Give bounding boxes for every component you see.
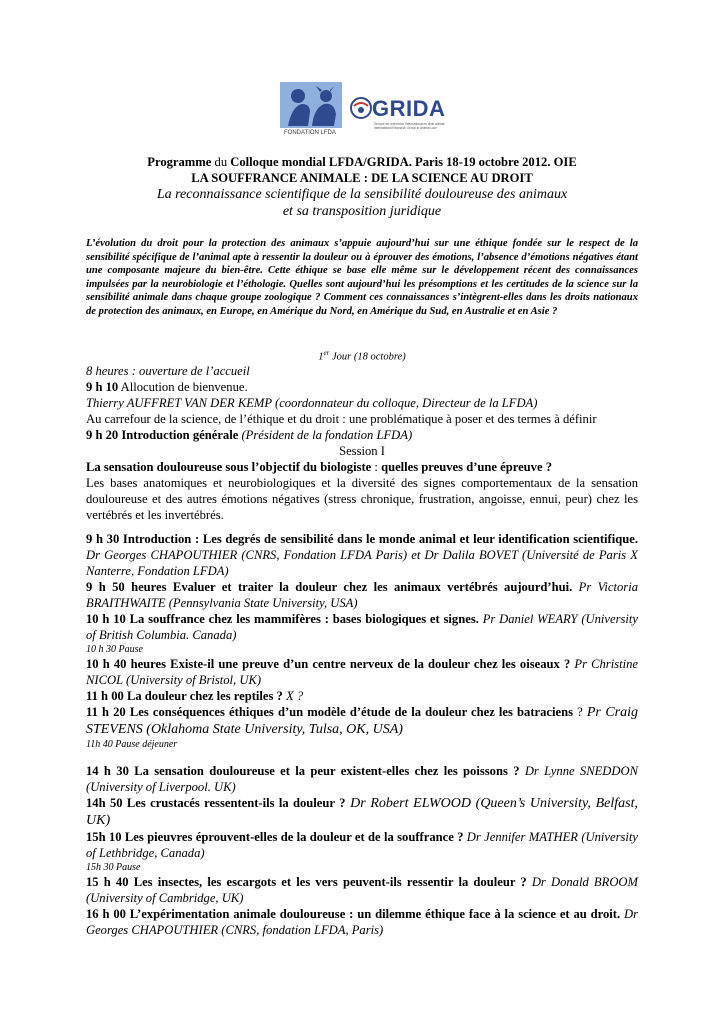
pause-1: 10 h 30 Pause: [86, 644, 143, 655]
talk-11-speaker: Dr Georges CHAPOUTHIER (CNRS, fondation LFDA, Paris): [86, 907, 638, 937]
pause-2: 15h 30 Pause: [86, 862, 141, 873]
talk-10-speaker: Dr Donald BROOM (University of Cambridge, UK): [86, 875, 638, 905]
header-line-2: [86, 170, 638, 186]
grida-subtitle: Groupe de recherche International en droit animal · International Research Group in Animal Law: [374, 122, 447, 130]
session-title-sep: :: [371, 460, 382, 474]
talk-5-speaker: X ?: [282, 689, 304, 703]
day-number: 1: [318, 351, 324, 363]
talk-9-title: 15h 10 Les pieuvres éprouvent-elles de la douleur et de la souffrance ?: [86, 830, 464, 844]
day-text: Jour (18 octobre): [329, 351, 406, 363]
talk-10: [86, 874, 638, 906]
talk-2-title: 9 h 50 heures Evaluer et traiter la douleur chez les animaux vertébrés aujourd’hui.: [86, 580, 573, 594]
session-description: Les bases anatomiques et neurobiologiques et la diversité des signes comportementaux de la sensation douloureuse et des autres émotions négatives (stress chronique, frustration, angoisse, ennui, peur) chez les vertébrés et les invertébrés.: [86, 476, 638, 522]
header-title: LA SOUFFRANCE ANIMALE : DE LA SCIENCE AU DROIT: [191, 171, 533, 185]
grida-name: GRIDA: [372, 96, 446, 121]
talk-10-title: 15 h 40 Les insectes, les escargots et les vers peuvent-ils ressentir la douleur ?: [86, 875, 527, 889]
session-heading: Session I: [339, 444, 385, 458]
abstract-paragraph: L’évolution du droit pour la protection des animaux s’appuie aujourd’hui sur une éthique fondée sur le respect de la sensibilité spécifique de l’animal apte à ressentir la douleur ou à éprouver des émotions, l’absence d’émotions négatives étant une composante majeure du bien-être. Cette éthique se base elle même sur le développement récent des connaissances impulsées par la neurobiologie et l’éthologie. Quelles sont aujourd’hui les présomptions et les certitudes de la science sur la sensibilité animale dans chaque groupe zoologique ? Comment ces connaissances s’intègrent-elles dans les droits nationaux de protection des animaux, en Europe, en Amérique du Nord, en Amérique du Sud, en Australie et en Asie ?: [86, 238, 638, 317]
morning-talks: [86, 531, 638, 751]
talk-4: [86, 656, 638, 688]
welcome-subtitle: Au carrefour de la science, de l’éthique et du droit : une problématique à poser et des termes à définir: [86, 412, 597, 426]
intro-speaker: (Président de la fondation LFDA): [238, 428, 413, 442]
opening-line: [86, 363, 638, 379]
talk-6: [86, 704, 638, 738]
header-line-1: [86, 154, 638, 170]
header-subtitle-2: et sa transposition juridique: [282, 204, 442, 219]
logo-group: [280, 82, 450, 144]
header-line-1-c: Colloque mondial LFDA/GRIDA. Paris 18-19 octobre 2012. OIE: [230, 155, 577, 169]
talk-7: [86, 763, 638, 795]
grida-logo: [350, 96, 450, 140]
session-title-line: [86, 459, 638, 475]
talk-6-q: ?: [573, 705, 587, 719]
lfda-caption: FONDATION LFDA: [284, 130, 336, 136]
intro-title: 9 h 20 Introduction générale: [86, 428, 239, 442]
opening-text: 8 heures : ouverture de l’accueil: [86, 364, 250, 378]
talk-7-speaker: Dr Lynne SNEDDON (University of Liverpool. UK): [86, 764, 638, 794]
welcome-text: Allocution de bienvenue.: [118, 380, 248, 394]
welcome-time: 9 h 10: [86, 380, 119, 394]
talk-9: [86, 829, 638, 861]
talk-11-title: 16 h 00 L’expérimentation animale douloureuse : un dilemme éthique face à la science et au droit.: [86, 907, 621, 921]
lfda-logo: [280, 82, 342, 144]
grida-globe-icon: [350, 94, 372, 122]
day-suffix: er: [323, 349, 330, 357]
talk-1-title: 9 h 30 Introduction : Les degrés de sensibilité dans le monde animal et leur identification scientifique.: [86, 532, 638, 546]
talk-9-speaker: Dr Jennifer MATHER (University of Lethbridge, Canada): [86, 830, 638, 860]
talk-8: [86, 795, 638, 829]
talk-1: [86, 531, 638, 579]
day-heading: [86, 349, 638, 363]
welcome-speaker-line: [86, 395, 638, 411]
welcome-speaker: Thierry AUFFRET VAN DER KEMP (coordonnateur du colloque, Directeur de la LFDA): [86, 396, 538, 410]
talk-4-title: 10 h 40 heures Existe-il une preuve d’un centre nerveux de la douleur chez les oiseaux ?: [86, 657, 571, 671]
header-line-1-a: Programme: [147, 155, 212, 169]
afternoon-talks: [86, 763, 638, 938]
opening-block: [86, 363, 638, 523]
talk-4-speaker: Pr Christine NICOL (University of Bristol, UK): [86, 657, 638, 687]
talk-8-title: 14h 50 Les crustacés ressentent-ils la douleur ?: [86, 796, 346, 810]
talk-3: [86, 611, 638, 643]
lunch-break: 11h 40 Pause déjeuner: [86, 739, 178, 750]
talk-7-title: 14 h 30 La sensation douloureuse et la peur existent-elles chez les poissons ?: [86, 764, 520, 778]
document-header: [86, 154, 638, 220]
talk-2: [86, 579, 638, 611]
session-title: La sensation douloureuse sous l’objectif du biologiste: [86, 460, 372, 474]
talk-3-speaker: Pr Daniel WEARY (University of British Columbia. Canada): [86, 612, 638, 642]
talk-2-speaker: Pr Victoria BRAITHWAITE (Pennsylvania State University, USA): [86, 580, 638, 610]
talk-5: [86, 688, 638, 704]
session-title-2: quelles preuves d’une épreuve ?: [381, 460, 553, 474]
welcome-line: [86, 379, 638, 395]
talk-11: [86, 906, 638, 938]
header-line-1-b: du: [211, 155, 231, 169]
talk-3-title: 10 h 10 La souffrance chez les mammifères : bases biologiques et signes.: [86, 612, 479, 626]
talk-1-speaker: Dr Georges CHAPOUTHIER (CNRS, Fondation LFDA Paris) et Dr Dalila BOVET (Université de Paris X Nanterre, Fondation LFDA): [86, 548, 638, 578]
talk-8-speaker: Dr Robert ELWOOD (Queen’s University, Belfast, UK): [86, 796, 638, 828]
talk-5-title: 11 h 00 La douleur chez les reptiles ?: [86, 689, 283, 703]
intro-line: [86, 427, 638, 443]
talk-6-title: 11 h 20 Les conséquences éthiques d’un modèle d’étude de la douleur chez les batraciens: [86, 705, 574, 719]
header-subtitle-1: La reconnaissance scientifique de la sensibilité douloureuse des animaux: [156, 187, 568, 202]
talk-6-speaker: Pr Craig STEVENS (Oklahoma State University, Tulsa, OK, USA): [86, 705, 638, 737]
